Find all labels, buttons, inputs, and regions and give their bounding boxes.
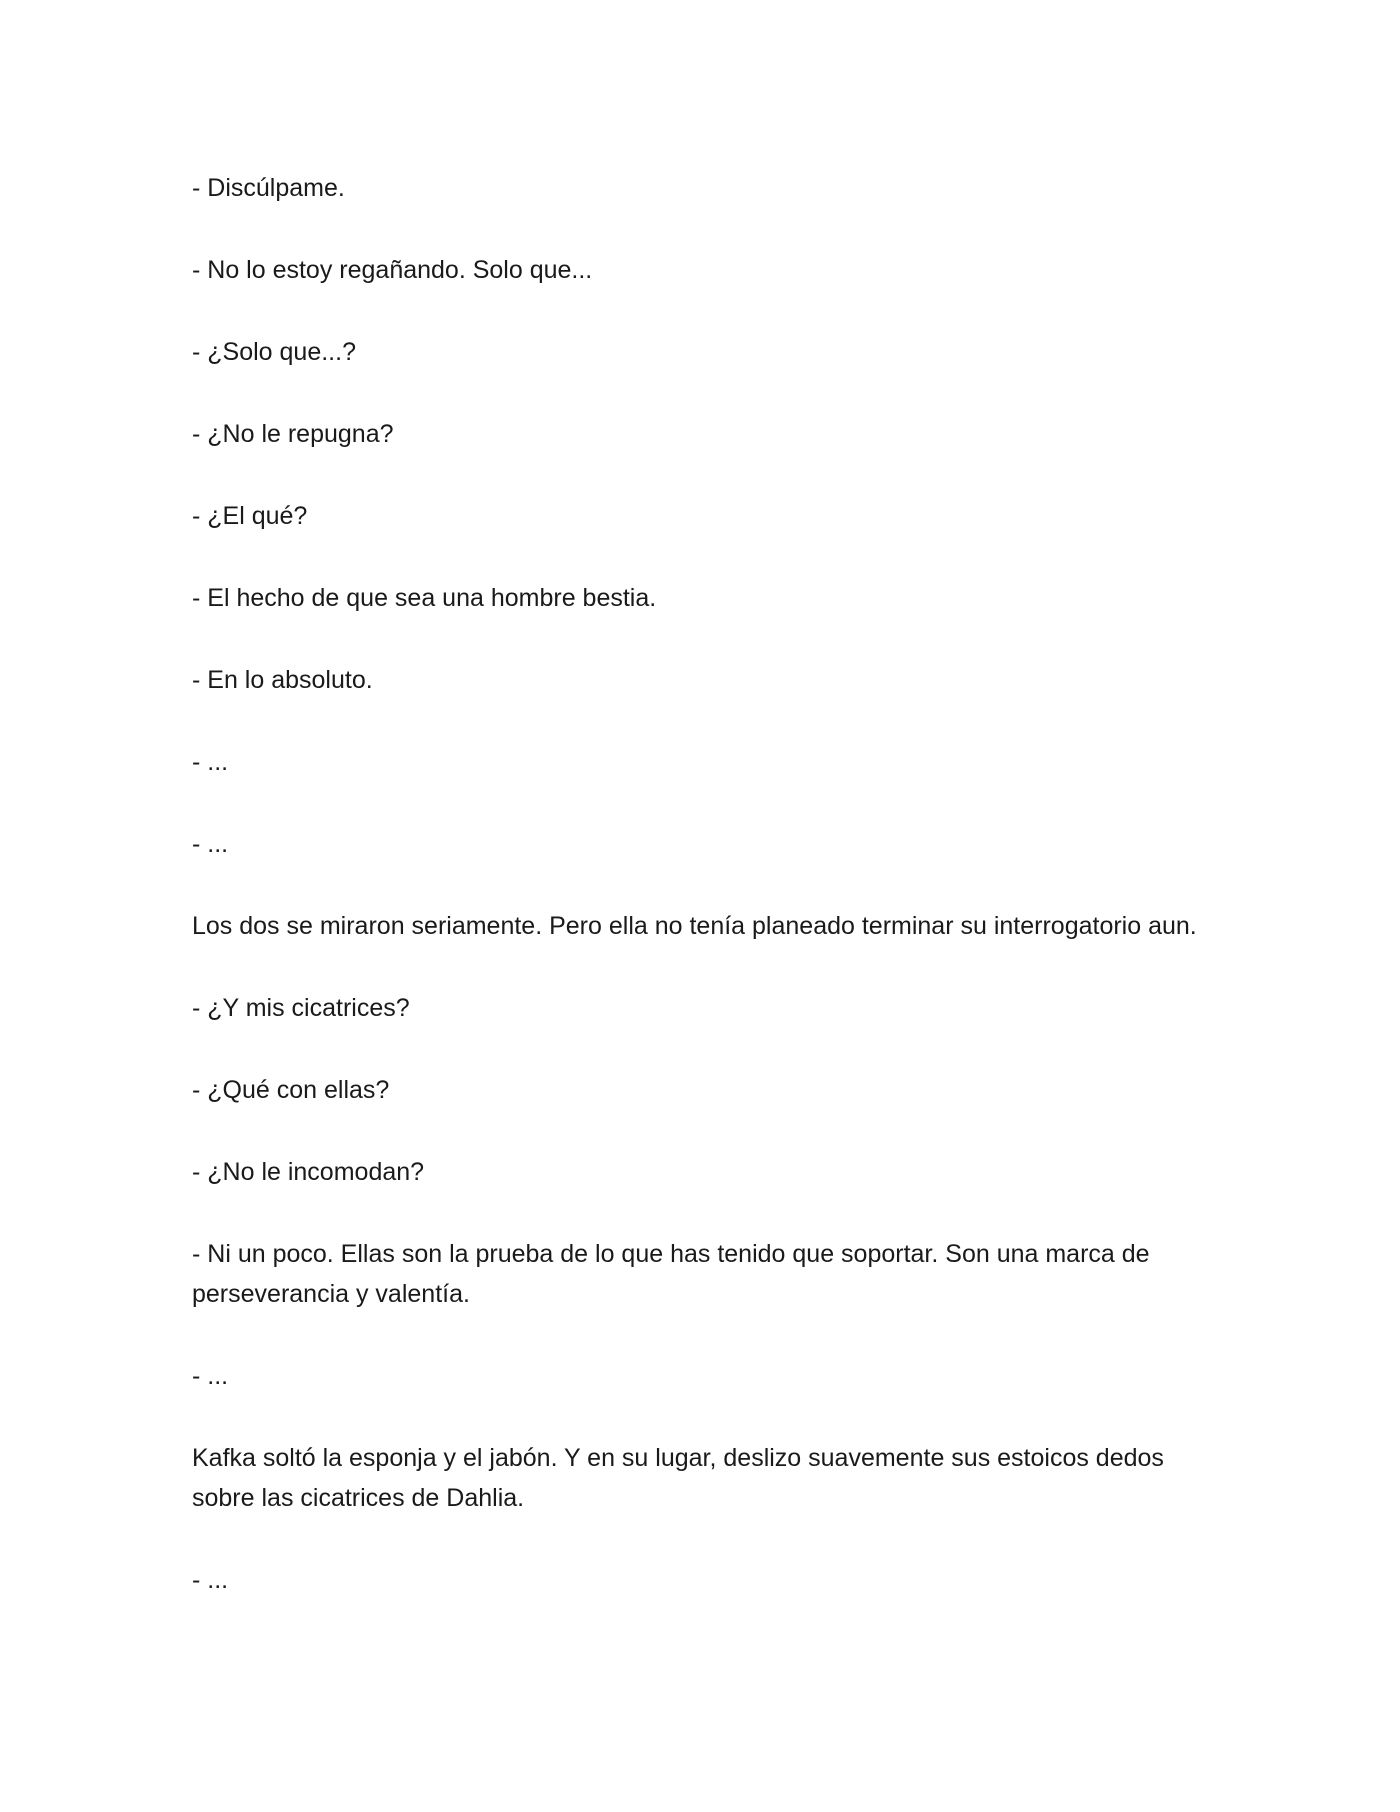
- paragraph: - ¿No le incomodan?: [192, 1158, 425, 1186]
- paragraph: - Ni un poco. Ellas son la prueba de lo que has tenido que soportar. Son una marca de perseverancia y valentía.: [192, 1240, 1157, 1308]
- paragraph: - ¿Solo que...?: [192, 338, 356, 366]
- paragraph: Kafka soltó la esponja y el jabón. Y en su lugar, deslizo suavemente sus estoicos dedos sobre las cicatrices de Dahlia.: [192, 1444, 1171, 1512]
- paragraph: - ...: [192, 1362, 229, 1390]
- paragraph: - ...: [192, 748, 229, 776]
- text-body: [192, 168, 1212, 1642]
- paragraph: - En lo absoluto.: [192, 666, 373, 694]
- paragraph: - El hecho de que sea una hombre bestia.: [192, 584, 657, 612]
- paragraph: - ...: [192, 1566, 229, 1594]
- paragraph: Los dos se miraron seriamente. Pero ella no tenía planeado terminar su interrogatorio aun.: [192, 912, 1197, 940]
- paragraph: - ¿Y mis cicatrices?: [192, 994, 410, 1022]
- paragraph: - ¿El qué?: [192, 502, 308, 530]
- paragraph: - ¿Qué con ellas?: [192, 1076, 390, 1104]
- paragraph: - ...: [192, 830, 229, 858]
- paragraph: - ¿No le repugna?: [192, 420, 394, 448]
- paragraph: - No lo estoy regañando. Solo que...: [192, 256, 593, 284]
- paragraph: - Discúlpame.: [192, 174, 345, 202]
